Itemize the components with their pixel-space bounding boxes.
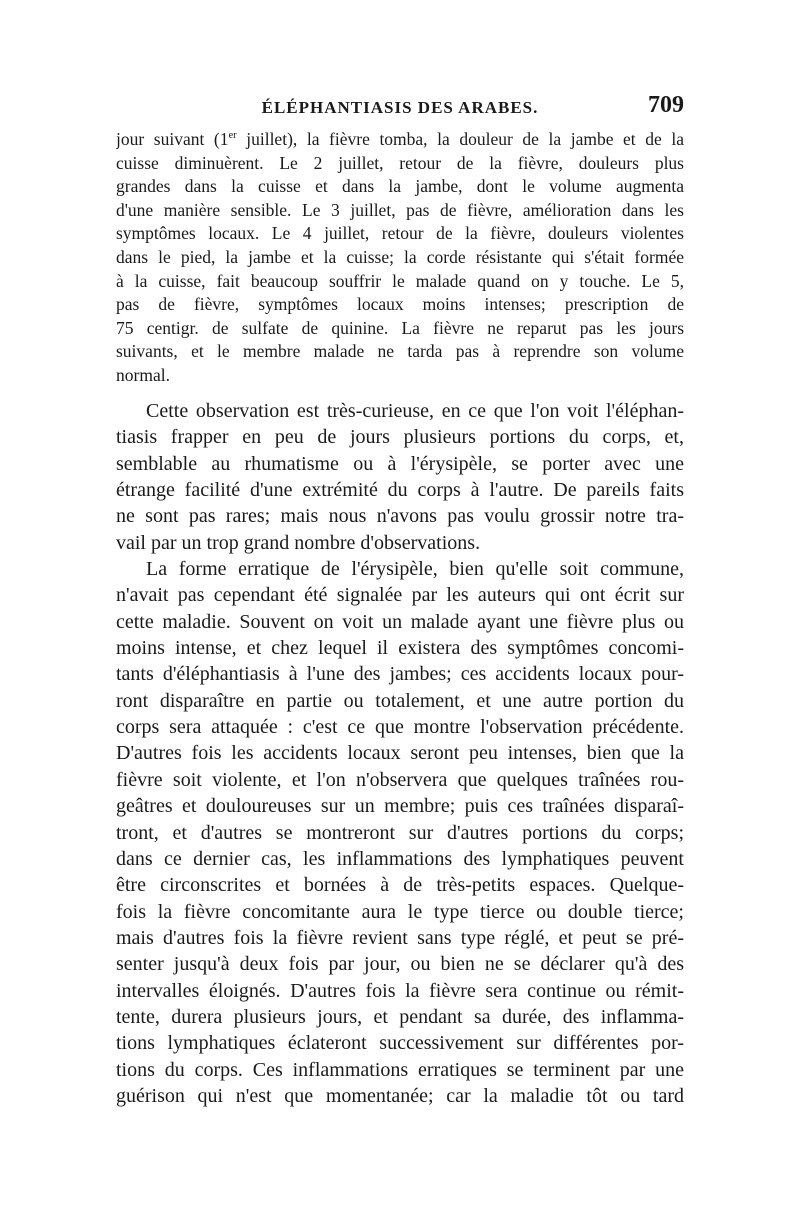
text-line: symptômes locaux. Le 4 juillet, retour de la fièvre, douleurs violentes xyxy=(116,223,684,244)
text-line: tront, et d'autres se montreront sur d'autres portions du corps; xyxy=(116,821,684,844)
text-line: fièvre soit violente, et l'on n'observera que quelques traînées rou- xyxy=(116,768,684,791)
text-line: vail par un trop grand nombre d'observations. xyxy=(116,531,481,554)
text-line: étrange facilité d'une extrémité du corps à l'autre. De pareils faits xyxy=(116,479,684,502)
text-line: pas de fièvre, symptômes locaux moins intenses; prescription de xyxy=(116,294,684,315)
text-line: à la cuisse, fait beaucoup souffrir le malade quand on y touche. Le 5, xyxy=(116,270,684,291)
text-line: fois la fièvre concomitante aura le type tierce ou double tierce; xyxy=(116,900,684,923)
text-line: 75 centigr. de sulfate de quinine. La fièvre ne reparut pas les jours xyxy=(116,317,684,338)
text-line: moins intense, et chez lequel il existera des symptômes concomi- xyxy=(116,637,684,660)
text-line: corps sera attaquée : c'est ce que montre l'observation précédente. xyxy=(116,716,684,739)
text-line: tente, durera plusieurs jours, et pendant sa durée, des inflamma- xyxy=(116,1005,684,1028)
text-line: cuisse diminuèrent. Le 2 juillet, retour de la fièvre, douleurs plus xyxy=(116,152,684,173)
text-line: ne sont pas rares; mais nous n'avons pas voulu grossir notre tra- xyxy=(116,505,684,528)
text-line: semblable au rhumatisme ou à l'érysipèle, se porter avec une xyxy=(116,452,684,475)
text-line: tiasis frapper en peu de jours plusieurs portions du corps, et, xyxy=(116,426,684,449)
page-number: 709 xyxy=(648,92,684,118)
text-line: geâtres et douloureuses sur un membre; puis ces traînées disparaî- xyxy=(116,795,684,818)
text-line: La forme erratique de l'érysipèle, bien qu'elle soit commune, xyxy=(146,558,684,581)
text-line: tants d'éléphantiasis à l'une des jambes; ces accidents locaux pour- xyxy=(116,663,684,686)
text-line: dans ce dernier cas, les inflammations des lymphatiques peuvent xyxy=(116,847,684,870)
text-line: tions lymphatiques éclateront successivement sur différentes por- xyxy=(116,1032,684,1055)
text-line: dans le pied, la jambe et la cuisse; la corde résistante qui s'était formée xyxy=(116,246,684,267)
text-line: guérison qui n'est que momentanée; car la maladie tôt ou tard xyxy=(116,1084,684,1107)
running-title: ÉLÉPHANTIASIS DES ARABES. xyxy=(261,98,539,117)
text-line: d'une manière sensible. Le 3 juillet, pas de fièvre, amélioration dans les xyxy=(116,199,684,220)
text-line: tions du corps. Ces inflammations erratiques se terminent par une xyxy=(116,1058,684,1081)
text-line: jour suivant (1er juillet), la fièvre tomba, la douleur de la jambe et de la xyxy=(116,129,684,149)
text-line: normal. xyxy=(116,364,170,385)
text-line: être circonscrites et bornées à de très-petits espaces. Quelque- xyxy=(116,874,684,897)
text-line: intervalles éloignés. D'autres fois la fièvre sera continue ou rémit- xyxy=(116,979,684,1002)
observation-paragraph xyxy=(116,128,684,388)
text-line: senter jusqu'à deux fois par jour, ou bien ne se déclarer qu'à des xyxy=(116,953,684,976)
text-line: suivants, et le membre malade ne tarda pas à reprendre son volume xyxy=(116,341,684,362)
text-line: n'avait pas cependant été signalée par les auteurs qui ont écrit sur xyxy=(116,584,684,607)
text-line: D'autres fois les accidents locaux seront peu intenses, bien que la xyxy=(116,742,684,765)
running-head xyxy=(116,92,684,120)
commentary-text xyxy=(116,398,684,1109)
text-line: grandes dans la cuisse et dans la jambe, dont le volume augmenta xyxy=(116,176,684,197)
text-line: Cette observation est très-curieuse, en ce que l'on voit l'éléphan- xyxy=(146,400,684,422)
text-line: ront disparaître en partie ou totalement, et une autre portion du xyxy=(116,689,684,712)
text-line: mais d'autres fois la fièvre revient sans type réglé, et peut se pré- xyxy=(116,926,684,949)
text-line: cette maladie. Souvent on voit un malade ayant une fièvre plus ou xyxy=(116,610,684,633)
